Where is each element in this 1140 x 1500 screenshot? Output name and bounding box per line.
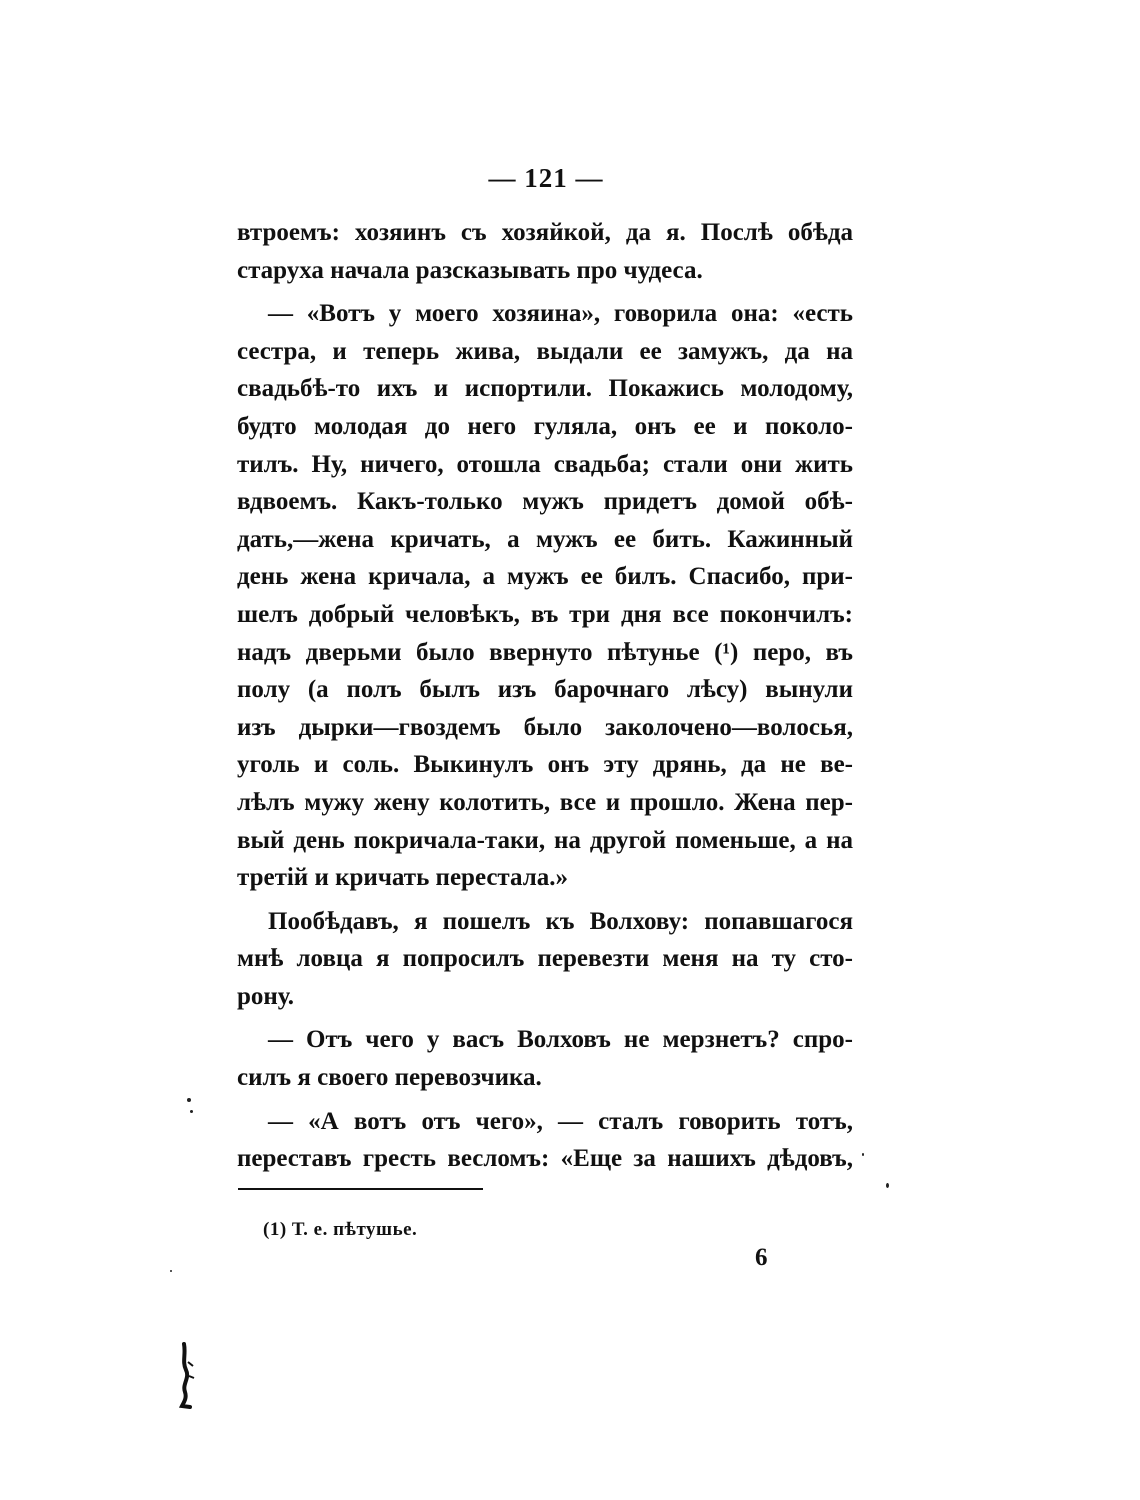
page-number: — 121 — [488, 163, 604, 193]
text-line: старуха начала разсказывать про чудеса. [237, 256, 703, 284]
text-line: дать,—жена кричать, а мужъ ее бить. Кажинный [237, 525, 853, 553]
footnote: (1) Т. е. пѣтушье. [263, 1219, 418, 1240]
text-line: силъ я своего перевозчика. [237, 1064, 542, 1092]
text-line: рону. [237, 982, 295, 1010]
text-line: Пообѣдавъ, я пошелъ къ Волхову: попавшагося [268, 907, 853, 935]
text-line: сестра, и теперь жива, выдали ее замужъ, да на [237, 337, 853, 365]
text-line: шелъ добрый человѣкъ, въ три дня все покончилъ: [237, 600, 853, 628]
text-line: надъ дверьми было ввернуто пѣтунье (¹) перо, въ [237, 638, 853, 666]
scan-speck [862, 1153, 864, 1156]
text-line: свадьбѣ-то ихъ и испортили. Покажись молодому, [237, 375, 853, 403]
text-line: третій и кричать перестала.» [237, 864, 569, 892]
text-line: переставъ гресть весломъ: «Еще за нашихъ дѣдовъ, [237, 1145, 853, 1173]
text-line: изъ дырки—гвоздемъ было заколочено—волосья, [237, 713, 853, 741]
scan-speck [187, 1098, 191, 1102]
scan-speck [170, 1270, 172, 1272]
scan-speck [190, 1110, 193, 1113]
text-line: уголь и соль. Выкинулъ онъ эту дрянь, да не ве- [237, 751, 853, 779]
text-line: — «А вотъ отъ чего», — сталъ говорить тотъ, [268, 1107, 853, 1135]
text-line: будто молодая до него гуляла, онъ ее и поколо- [237, 412, 853, 440]
text-line: день жена кричала, а мужъ ее билъ. Спасибо, при- [237, 563, 853, 591]
text-line: — Отъ чего у васъ Волховъ не мерзнетъ? спро- [268, 1026, 853, 1054]
text-line: втроемъ: хозяинъ съ хозяйкой, да я. Послѣ обѣда [237, 219, 853, 246]
scan-speck [886, 1183, 889, 1188]
body-text [237, 214, 853, 1178]
text-line: тилъ. Ну, ничего, отошла свадьба; стали они жить [237, 450, 853, 478]
margin-mark-icon [176, 1340, 206, 1410]
text-line: полу (а полъ былъ изъ барочнаго лѣсу) вынули [237, 676, 853, 704]
text-line: лѣлъ мужу жену колотить, все и прошло. Жена пер- [237, 788, 853, 816]
signature-mark: 6 [755, 1244, 768, 1271]
text-line: вый день покричала-таки, на другой поменьше, а на [237, 826, 853, 854]
footnote-rule [238, 1188, 483, 1190]
text-line: вдвоемъ. Какъ-только мужъ придетъ домой обѣ- [237, 488, 853, 516]
text-line: — «Вотъ у моего хозяина», говорила она: «есть [268, 300, 853, 328]
text-line: мнѣ ловца я попросилъ перевезти меня на ту сто- [237, 945, 853, 973]
